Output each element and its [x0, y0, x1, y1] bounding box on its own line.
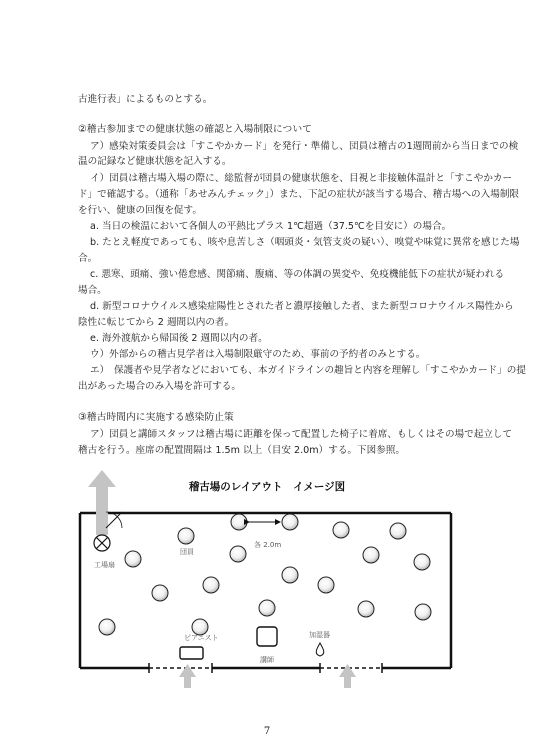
- seat: [358, 601, 374, 617]
- text-line: ア）団員と講師スタッフは稽古場に距離を保って配置した椅子に着席、もしくはその場で起立して: [90, 429, 513, 440]
- text-line: 合。: [78, 253, 98, 264]
- seat: [178, 528, 194, 544]
- list-item: d. 新型コロナウイルス感染症陽性とされた者と濃厚接触した者、また新型コロナウイルス陽性から: [90, 301, 514, 312]
- figure-title: 稽古場のレイアウト イメージ図: [188, 481, 346, 493]
- humidifier-label: 加湿器: [309, 631, 330, 639]
- seat: [415, 604, 431, 620]
- text-line: 出があった場合のみ入場を許可する。: [78, 381, 241, 392]
- seat: [390, 523, 406, 539]
- seat: [152, 585, 168, 601]
- seat: [203, 577, 219, 593]
- seat: [231, 514, 247, 530]
- instructor-position: [257, 627, 277, 646]
- seat: [230, 546, 246, 562]
- seat: [192, 619, 208, 635]
- seats: [99, 514, 431, 635]
- text-line: エ） 保護者や見学者などにおいても、本ガイドラインの趣旨と内容を理解し「すこやかカード」の提: [90, 365, 526, 376]
- text-line: 古進行表」によるものとする。: [78, 94, 213, 105]
- humidifier-icon: [316, 643, 324, 656]
- seat: [333, 522, 349, 538]
- seat: [318, 577, 334, 593]
- seat: [363, 547, 379, 563]
- section-heading: ③稽古時間内に実施する感染防止策: [78, 412, 234, 423]
- list-item: b. たとえ軽度であっても、咳や息苦しさ（咽頭炎・気管支炎の疑い）、嗅覚や味覚に異常を感じた場: [90, 237, 520, 248]
- text-line: 場合。: [78, 285, 107, 296]
- piano-icon: [180, 647, 203, 659]
- pianist-label: ピアニスト: [184, 634, 219, 642]
- seat: [125, 551, 141, 567]
- text-line: ウ）外部からの稽古見学者は入場制限厳守のため、事前の予約者のみとする。: [90, 349, 426, 360]
- text-line: 稽古を行う。座席の配置間隔は 1.5m 以上（目安 2.0m）する。下図参照。: [78, 445, 405, 456]
- member-label: 団員: [180, 548, 194, 556]
- text-line: イ）団員は稽古場入場の際に、総監督が団員の健康状態を、目視と非接触体温計と「すこやかカー: [90, 173, 513, 184]
- list-item: e. 海外渡航から帰国後 2 週間以内の者。: [90, 333, 268, 344]
- seat: [259, 600, 275, 616]
- spacing-label: 各 2.0m: [254, 541, 282, 549]
- section-heading: ②稽古参加までの健康状態の確認と入場制限について: [78, 124, 312, 135]
- airflow-arrow-up: [88, 470, 116, 535]
- list-item: c. 悪寒、頭痛、強い倦怠感、関節痛、腹痛、等の体調の異変や、免疫機能低下の症状が疑われる: [90, 269, 505, 280]
- exhaust-fan-label: 工場扇: [94, 561, 115, 569]
- list-item: a. 当日の検温において各個人の平熱比プラス 1℃超過（37.5℃を目安に）の場合。: [90, 221, 452, 232]
- text-line: 温の記録など健康状態を記入する。: [78, 156, 232, 167]
- seat: [414, 554, 430, 570]
- text-line: ド」で確認する。（通称「あせみんチェック」）また、下記の症状が該当する場合、稽古場への入場制限: [78, 189, 520, 200]
- text-line: ア）感染対策委員会は「すこやかカード」を発行・準備し、団員は稽古の1週間前から当日までの検: [90, 141, 519, 152]
- page-number: 7: [263, 726, 271, 737]
- seat: [282, 567, 298, 583]
- seat: [282, 514, 298, 530]
- instructor-label: 講師: [260, 656, 274, 664]
- text-line: 陰性に転じてから 2 週間以内の者。: [78, 317, 235, 328]
- text-line: を行い、健康の回復を促す。: [78, 205, 202, 216]
- seat: [99, 619, 115, 635]
